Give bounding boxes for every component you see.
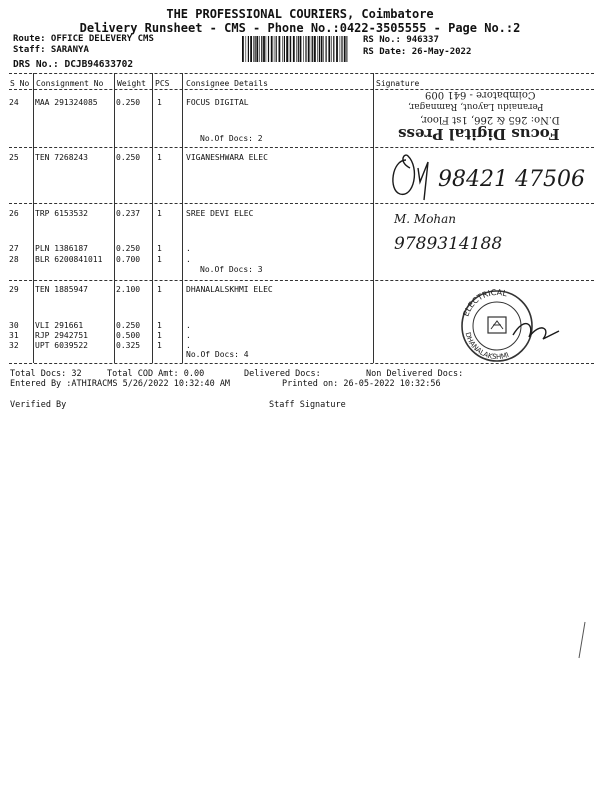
table-row-consignee: .: [186, 255, 191, 264]
column-rule: [182, 73, 183, 363]
row-divider: [9, 203, 594, 204]
table-row-sno: 25: [9, 153, 19, 162]
table-row-consignee: SREE DEVI ELEC: [186, 209, 254, 218]
staff-label: Staff: SARANYA: [13, 45, 89, 55]
table-row-pcs: 1: [157, 255, 162, 264]
column-header-sno: S No: [10, 79, 30, 88]
table-row-consignment: TEN 1885947: [35, 285, 88, 294]
stamp-line: Peranaidu Layout, Ramnagar,: [408, 101, 544, 111]
table-row-sno: 28: [9, 255, 19, 264]
table-row-consignment: TEN 7268243: [35, 153, 88, 162]
column-rule: [152, 73, 153, 363]
table-row-weight: 0.700: [116, 255, 141, 264]
handwritten-phone: 98421 47506: [438, 167, 585, 192]
delivered-docs: Delivered Docs:: [244, 369, 321, 379]
table-row-pcs: 1: [157, 285, 162, 294]
table-row-weight: 0.500: [116, 331, 141, 340]
table-row-consignment: PLN 1386187: [35, 244, 88, 253]
table-row-sno: 32: [9, 341, 19, 350]
column-rule: [373, 73, 374, 363]
stamp-arc-text: ELECTRICAL: [461, 287, 509, 318]
total-docs: Total Docs: 32: [10, 369, 82, 379]
printed-on: Printed on: 26-05-2022 10:32:56: [282, 379, 441, 389]
stamp-title: Focus Digital Press: [398, 125, 560, 143]
doc-count: No.Of Docs: 3: [200, 265, 263, 274]
table-row-pcs: 1: [157, 209, 162, 218]
table-row-consignee: .: [186, 244, 191, 253]
stamp-arc-text: DHANALAKSHMI: [463, 331, 511, 362]
pen-mark: [576, 620, 588, 660]
table-row-consignee: FOCUS DIGITAL: [186, 98, 249, 107]
table-row-weight: 0.250: [116, 244, 141, 253]
drs-number: DRS No.: DCJB94633702: [13, 59, 134, 70]
rs-number: RS No.: 946337: [363, 35, 439, 45]
column-rule: [33, 73, 34, 363]
table-row-consignment: UPT 6039522: [35, 341, 88, 350]
table-row-consignee: .: [186, 331, 191, 340]
table-row-consignee: VIGANESHWARA ELEC: [186, 153, 268, 162]
table-top-rule: [9, 73, 594, 74]
table-bottom-rule: [9, 363, 594, 364]
runsheet-subtitle: Delivery Runsheet - CMS - Phone No.:0422-3505555 - Page No.:2: [79, 21, 521, 35]
table-row-pcs: 1: [157, 98, 162, 107]
dhanalakshmi-stamp: [455, 285, 575, 363]
table-row-sno: 30: [9, 321, 19, 330]
table-row-sno: 27: [9, 244, 19, 253]
verified-by-label: Verified By: [10, 400, 67, 410]
table-row-consignment: MAA 291324085: [35, 98, 98, 107]
column-header-consignment: Consignment No: [36, 79, 104, 88]
table-row-consignment: RJP 2942751: [35, 331, 88, 340]
table-row-pcs: 1: [157, 341, 162, 350]
signature-row-26: [392, 205, 532, 257]
table-row-consignment: TRP 6153532: [35, 209, 88, 218]
company-title: THE PROFESSIONAL COURIERS, Coimbatore: [166, 7, 434, 21]
table-row-weight: 0.250: [116, 98, 141, 107]
table-row-pcs: 1: [157, 321, 162, 330]
staff-signature-label: Staff Signature: [269, 400, 346, 410]
barcode: [242, 36, 348, 62]
entered-by: Entered By :ATHIRACMS 5/26/2022 10:32:40 AM: [10, 379, 231, 389]
table-row-consignee: .: [186, 341, 191, 350]
handwritten-name: M. Mohan: [394, 212, 457, 226]
column-rule: [114, 73, 115, 363]
handwritten-phone: 9789314188: [394, 234, 503, 254]
table-row-sno: 26: [9, 209, 19, 218]
table-row-weight: 2.100: [116, 285, 141, 294]
table-row-weight: 0.250: [116, 321, 141, 330]
total-cod-amount: Total COD Amt: 0.00: [107, 369, 205, 379]
table-row-weight: 0.325: [116, 341, 141, 350]
column-header-consignee: Consignee Details: [186, 79, 268, 88]
stamp-line: Coimbatore - 641 009: [425, 89, 536, 100]
doc-count: No.Of Docs: 4: [186, 350, 249, 359]
table-row-sno: 31: [9, 331, 19, 340]
doc-count: No.Of Docs: 2: [200, 134, 263, 143]
table-row-pcs: 1: [157, 331, 162, 340]
route-label: Route: OFFICE DELEVERY CMS: [13, 34, 154, 44]
svg-text:DHANALAKSHMI: [464, 331, 510, 361]
table-row-consignment: VLI 291661: [35, 321, 84, 330]
rs-date: RS Date: 26-May-2022: [363, 47, 472, 57]
table-row-pcs: 1: [157, 153, 162, 162]
non-delivered-docs: Non Delivered Docs:: [366, 369, 464, 379]
column-header-pcs: PCS: [155, 79, 170, 88]
row-divider: [9, 280, 594, 281]
table-row-weight: 0.250: [116, 153, 141, 162]
signature-row-25: [380, 148, 595, 203]
table-row-sno: 29: [9, 285, 19, 294]
table-row-consignee: DHANALALSKHMI ELEC: [186, 285, 273, 294]
table-row-pcs: 1: [157, 244, 162, 253]
column-header-weight: Weight: [117, 79, 146, 88]
table-row-consignee: .: [186, 321, 191, 330]
stamp-line: D.No: 265 & 266, 1st Floor,: [420, 114, 560, 125]
table-row-sno: 24: [9, 98, 19, 107]
column-header-signature: Signature: [376, 79, 420, 88]
table-row-weight: 0.237: [116, 209, 141, 218]
table-row-consignment: BLR 6200841011: [35, 255, 103, 264]
